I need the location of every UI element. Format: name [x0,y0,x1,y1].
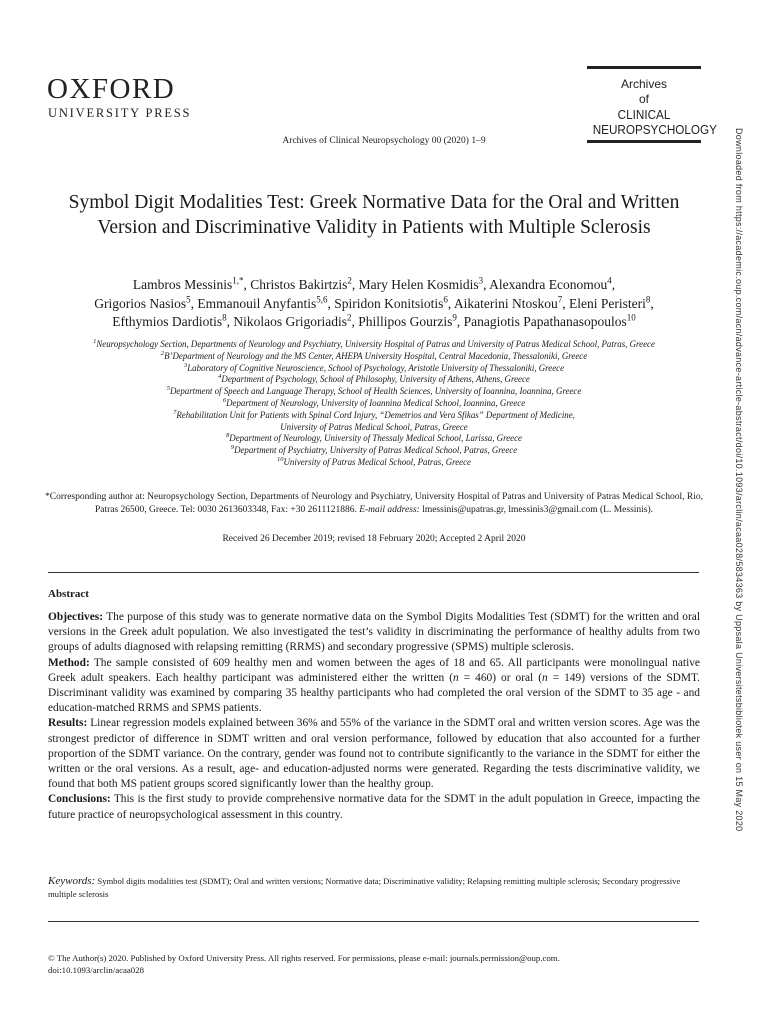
author-affiliation-mark: 5 [186,294,191,304]
journal-logo [587,66,717,143]
author-list: Lambros Messinis$^{1,*}$, Christos Bakirtzis$^2$, Mary Helen Kosmidis$^3$, Alexandra Economou$^4$, Grigorios Nasios$^5$, Emmanouil Anyfantis$^{5,6}$, Spiridon Konitsiotis$^6$, Aikaterini Ntoskou$^7$, Eleni Peristeri$^8$, Efthymios Dardiotis$^8$, Nikolaos Grigoriadis$^2$, Phillipos Gourzis$^9$, Panagiotis Papathanasopoulos$^{10}$ [94,275,654,329]
abstract-conclusions: Conclusions: This is the first study to provide comprehensive normative data for the SDMT in the adult population in Greece, impacting the future practice of neuropsychological assessment in this country. [48,793,700,821]
doi[interactable]: doi:10.1093/arclin/acaa028 [48,965,145,975]
author-name: Spiridon Konitsiotis [334,295,444,311]
download-watermark [734,128,752,918]
download-watermark-text: Downloaded from https://academic.oup.com/acn/advance-article-abstract/doi/10.1093/arclin/acaa028/5834363 by Uppsala Universitetsbibliotek user on 15 May 2020 [734,128,744,832]
affiliation-item: $^3$Laboratory of Cognitive Neuroscience, School of Psychology, Aristotle University of Thessaloniki, Greece [183,361,565,373]
affiliation-item: University of Patras Medical School, Patras, Greece [280,421,468,432]
keywords-label: Keywords: [48,875,96,887]
abstract-heading: Abstract [48,588,89,600]
affiliation-item: $^1$Neuropsychology Section, Departments of Neurology and Psychiatry, University Hospital of Patras and University of Patras Medical School, Patras, Greece [93,338,655,349]
affiliation-item: $^2$B’Department of Neurology and the MS Center, AHEPA University Hospital, Central Macedonia, Thessaloniki, Greece [160,349,588,361]
affiliation-item: $^7$Rehabilitation Unit for Patients with Spinal Cord Injury, “Demetrios and Vera Sfikas” Department of Medicine, [173,408,575,420]
copyright-notice: © The Author(s) 2020. Published by Oxford University Press. All rights reserved. For permissions, please e-mail: journals.permission@oup.com. [48,953,560,963]
author-affiliation-mark: 2 [347,312,352,323]
affiliation-item: $^9$Department of Psychiatry, University of Patras Medical School, Patras, Greece [230,444,518,456]
author-affiliation-mark: 6 [443,294,448,304]
divider [48,572,699,573]
email-label: E-mail address: [359,504,420,515]
author-affiliation-mark: 5,6 [316,294,328,304]
author-affiliation-mark: 10 [626,312,636,323]
author-affiliation-mark: 3 [478,275,484,286]
author-name: Aikaterini Ntoskou [453,295,558,311]
footer [48,952,560,976]
affiliation-item: $^6$Department of Neurology, University of Ioannina Medical School, Ioannina, Greece [222,397,526,408]
author-affiliation-mark: 1,* [232,275,244,286]
journal-logo-line: of [638,92,649,106]
author-name: Alexandra Economou [489,277,608,292]
abstract-body [48,610,700,823]
abstract-results: Results: Linear regression models explained between 36% and 55% of the variance in the SDMT oral and written version scores. Age was the strongest predictor of difference in SDMT written and oral version performance, followed by education that also accounted for a further proportion of the SDMT variance. On the contrary, gender was found not to contribute significantly to the variance in the SDMT for either the written or the oral versions. As a result, age- and education-adjusted norms were generated. Regarding the tests discriminative validity, we found that both MS patient groups scored significantly lower than the healthy group. [48,717,700,791]
author-name: Nikolaos Grigoriadis [233,314,347,329]
affiliation-item: $^5$Department of Speech and Language Therapy, School of Health Sciences, University of Ioannina, Ioannina, Greece [166,385,582,397]
author-affiliation-mark: 8 [645,294,651,304]
author-name: Phillipos Gourzis [358,314,453,329]
correspondence-note: *Corresponding author at: Neuropsychology Section, Departments of Neurology and Psychiatry, University Hospital of Patras and University of Patras Medical School, Rio, Patras 26500, Greece. Tel: 0030 2613603348, Fax: +30 2611121886. E-mail address: lmessinis@upatras.gr, lmessinis3@gmail.com (L. Messinis). [45,492,703,515]
author-name: Mary Helen Kosmidis [358,277,479,292]
publisher-logo: OXFORD [47,73,176,105]
author-name: Lambros Messinis [132,277,233,292]
author-affiliation-mark: 2 [347,275,352,286]
journal-logo-line: CLINICAL [617,107,671,122]
author-name: Efthymios Dardiotis [112,314,223,329]
affiliation-item: $^8$Department of Neurology, University of Thessaly Medical School, Larissa, Greece [226,432,522,444]
affiliation-list [40,339,708,469]
author-name: Grigorios Nasios [94,295,187,311]
keywords [48,875,700,901]
keywords-text: Symbol digits modalities test (SDMT); Oral and written versions; Normative data; Discriminative validity; Relapsing remitting multiple sclerosis; Secondary progressive multiple sclerosis [48,876,681,899]
author-affiliation-mark: 7 [557,294,563,304]
divider [48,921,699,922]
author-affiliation-mark: 8 [222,312,227,323]
affiliation-item: $^4$Department of Psychology, School of Philosophy, University of Athens, Athens, Greece [218,373,530,385]
publisher-logo-subtitle: UNIVERSITY PRESS [48,106,192,120]
author-name: Panagiotis Papathanasopoulos [463,314,627,329]
journal-logo-line: NEUROPSYCHOLOGY [592,122,717,137]
journal-citation: Archives of Clinical Neuropsychology 00 (2020) 1–9 [282,136,486,146]
author-affiliation-mark: 4 [607,275,612,286]
email-address[interactable]: lmessinis@upatras.gr, lmessinis3@gmail.com (L. Messinis). [419,504,654,515]
affiliation-item: $^{10}$University of Patras Medical School, Patras, Greece [277,456,471,467]
author-name: Christos Bakirtzis [250,277,348,292]
received-dates: Received 26 December 2019; revised 18 February 2020; Accepted 2 April 2020 [222,534,526,544]
author-name: Eleni Peristeri [569,295,646,311]
author-name: Emmanouil Anyfantis [197,295,317,311]
abstract-method: Method: The sample consisted of 609 healthy men and women between the ages of 18 and 65. All participants were monolingual native Greek adult speakers. Each healthy participant was administered either the written (n = 460) or oral (n = 149) versions of the SDMT. Discriminant validity was examined by comparing 35 healthy participants who had completed the oral version of the SDMT to 35 age - and education-matched RRMS and SPMS patients. [48,656,700,715]
author-affiliation-mark: 9 [452,312,457,323]
abstract-objectives: Objectives: The purpose of this study was to generate normative data on the Symbol Digits Modalities Test (SDMT) for the written and oral versions in the Greek adult population. We also investigated the test’s validity in discriminating the performance of healthy adults from two groups of adults diagnosed with relapsing remitting (RRMS) and secondary progressive (SPMS) multiple sclerosis. [48,611,700,654]
paper-title: Symbol Digit Modalities Test: Greek Normative Data for the Oral and Written Version and Discriminative Validity in Patients with Multiple Sclerosis [68,192,680,238]
journal-logo-line: Archives [620,77,667,91]
